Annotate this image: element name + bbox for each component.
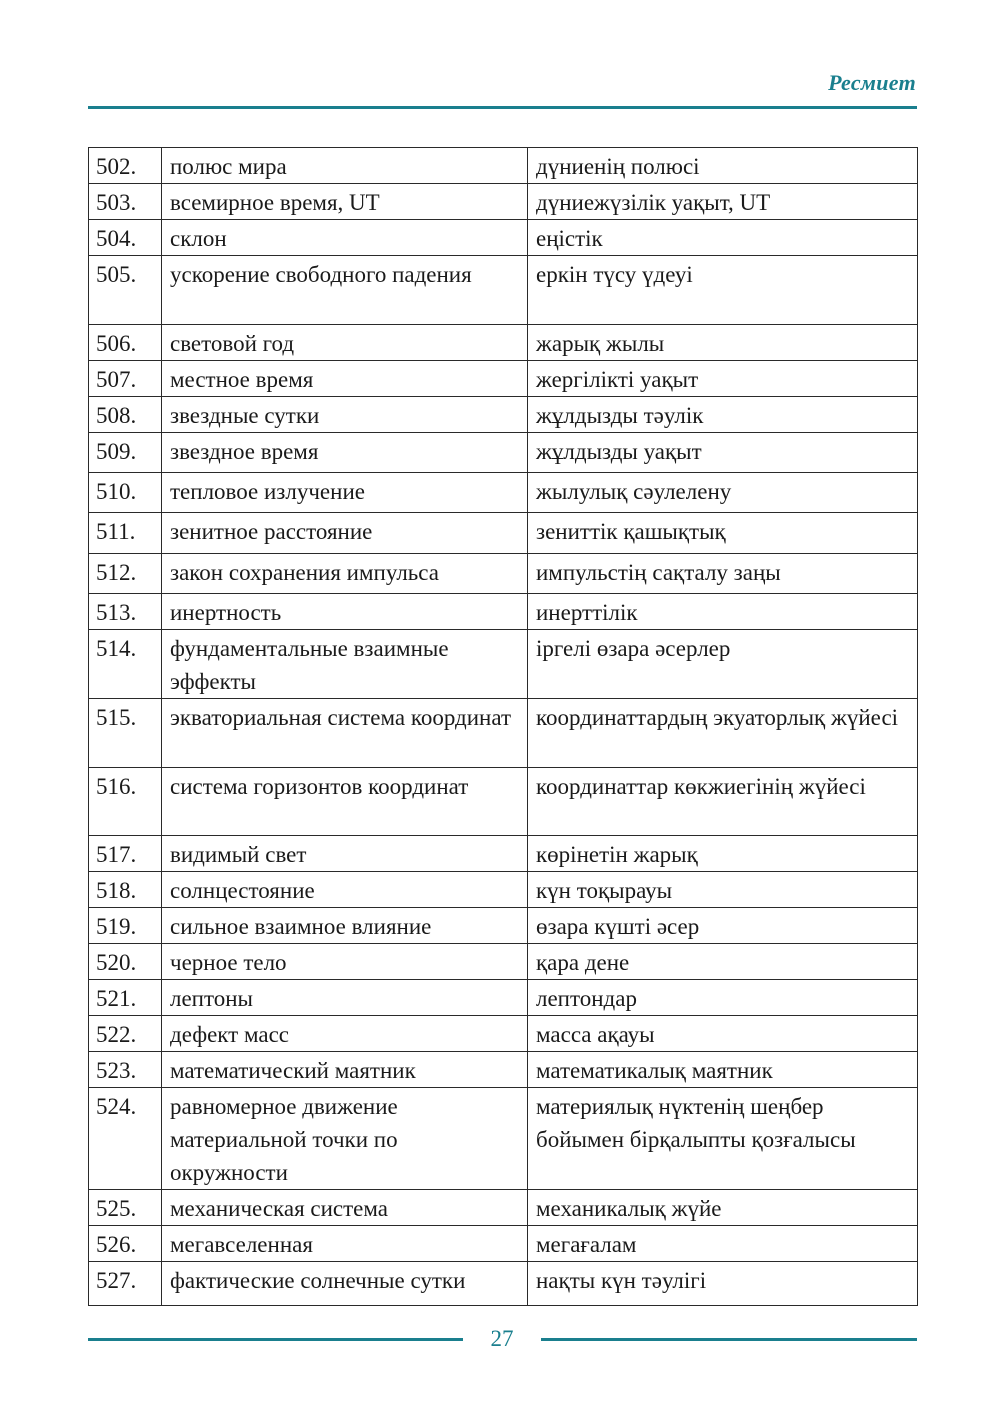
- table-row: [89, 980, 918, 1016]
- entry-number: 522.: [89, 1016, 162, 1052]
- term-russian: ускорение свободного падения: [162, 256, 528, 325]
- term-kazakh: дүниежүзілік уақыт, UT: [528, 184, 918, 220]
- table-row: [89, 184, 918, 220]
- entry-number: 521.: [89, 980, 162, 1016]
- term-russian: полюс мира: [162, 148, 528, 184]
- entry-number: 513.: [89, 594, 162, 630]
- entry-number: 507.: [89, 361, 162, 397]
- term-russian: видимый свет: [162, 836, 528, 872]
- entry-number: 516.: [89, 768, 162, 836]
- entry-number: 517.: [89, 836, 162, 872]
- footer-divider-right: [541, 1338, 917, 1341]
- entry-number: 520.: [89, 944, 162, 980]
- entry-number: 504.: [89, 220, 162, 256]
- entry-number: 509.: [89, 433, 162, 473]
- term-russian: сильное взаимное влияние: [162, 908, 528, 944]
- term-russian: мегавселенная: [162, 1226, 528, 1262]
- table-row: [89, 1262, 918, 1306]
- table-row: [89, 872, 918, 908]
- table-row: [89, 908, 918, 944]
- entry-number: 511.: [89, 513, 162, 554]
- table-row: [89, 220, 918, 256]
- page-number: 27: [490, 1326, 514, 1351]
- table-row: [89, 1016, 918, 1052]
- term-russian: световой год: [162, 325, 528, 361]
- table-row: [89, 1226, 918, 1262]
- term-russian: всемирное время, UT: [162, 184, 528, 220]
- entry-number: 518.: [89, 872, 162, 908]
- table-row: [89, 148, 918, 184]
- term-kazakh: механикалық жүйе: [528, 1190, 918, 1226]
- term-kazakh: көрінетін жарық: [528, 836, 918, 872]
- term-kazakh: жылулық сәулелену: [528, 473, 918, 513]
- term-kazakh: күн тоқырауы: [528, 872, 918, 908]
- term-russian: дефект масс: [162, 1016, 528, 1052]
- term-russian: звездное время: [162, 433, 528, 473]
- term-russian: тепловое излучение: [162, 473, 528, 513]
- term-kazakh: өзара күшті әсер: [528, 908, 918, 944]
- table-row: [89, 1088, 918, 1190]
- table-row: [89, 325, 918, 361]
- term-kazakh: жұлдызды тәулік: [528, 397, 918, 433]
- term-kazakh: жергілікті уақыт: [528, 361, 918, 397]
- entry-number: 503.: [89, 184, 162, 220]
- entry-number: 510.: [89, 473, 162, 513]
- term-kazakh: инерттілік: [528, 594, 918, 630]
- table-row: [89, 594, 918, 630]
- term-russian: математический маятник: [162, 1052, 528, 1088]
- term-kazakh: еңістік: [528, 220, 918, 256]
- table-row: [89, 836, 918, 872]
- table-row: [89, 361, 918, 397]
- table-row: [89, 1052, 918, 1088]
- term-kazakh: нақты күн тәулігі: [528, 1262, 918, 1306]
- term-kazakh: дүниенің полюсі: [528, 148, 918, 184]
- table-row: [89, 554, 918, 594]
- term-kazakh: еркін түсу үдеуі: [528, 256, 918, 325]
- table-row: [89, 513, 918, 554]
- entry-number: 527.: [89, 1262, 162, 1306]
- table-row: [89, 397, 918, 433]
- table-row: [89, 256, 918, 325]
- table-row: [89, 944, 918, 980]
- term-kazakh: материялық нүктенің шеңбер бойымен бірқалыпты қозғалысы: [528, 1088, 918, 1190]
- term-kazakh: масса ақауы: [528, 1016, 918, 1052]
- entry-number: 526.: [89, 1226, 162, 1262]
- entry-number: 506.: [89, 325, 162, 361]
- term-kazakh: импульстің сақталу заңы: [528, 554, 918, 594]
- term-russian: лептоны: [162, 980, 528, 1016]
- term-russian: звездные сутки: [162, 397, 528, 433]
- entry-number: 512.: [89, 554, 162, 594]
- term-kazakh: лептондар: [528, 980, 918, 1016]
- entry-number: 505.: [89, 256, 162, 325]
- entry-number: 524.: [89, 1088, 162, 1190]
- glossary-table: [88, 147, 918, 1306]
- term-kazakh: мегағалам: [528, 1226, 918, 1262]
- term-russian: равномерное движение материальной точки по окружности: [162, 1088, 528, 1190]
- term-russian: черное тело: [162, 944, 528, 980]
- term-russian: экваториальная система координат: [162, 699, 528, 768]
- entry-number: 514.: [89, 630, 162, 699]
- term-kazakh: координаттар көкжиегінің жүйесі: [528, 768, 918, 836]
- table-row: [89, 630, 918, 699]
- table-row: [89, 768, 918, 836]
- footer-divider-left: [88, 1338, 463, 1341]
- term-russian: местное время: [162, 361, 528, 397]
- term-russian: фактические солнечные сутки: [162, 1262, 528, 1306]
- entry-number: 502.: [89, 148, 162, 184]
- term-kazakh: қара дене: [528, 944, 918, 980]
- header-divider: [88, 106, 917, 109]
- table-row: [89, 473, 918, 513]
- term-russian: закон сохранения импульса: [162, 554, 528, 594]
- term-kazakh: координаттардың экуаторлық жүйесі: [528, 699, 918, 768]
- term-kazakh: жарық жылы: [528, 325, 918, 361]
- table-row: [89, 433, 918, 473]
- term-russian: механическая система: [162, 1190, 528, 1226]
- entry-number: 519.: [89, 908, 162, 944]
- table-row: [89, 1190, 918, 1226]
- header-title: Ресмиет: [828, 70, 916, 95]
- entry-number: 515.: [89, 699, 162, 768]
- term-russian: инертность: [162, 594, 528, 630]
- entry-number: 525.: [89, 1190, 162, 1226]
- term-kazakh: іргелі өзара әсерлер: [528, 630, 918, 699]
- term-russian: зенитное расстояние: [162, 513, 528, 554]
- term-kazakh: зениттік қашықтық: [528, 513, 918, 554]
- term-russian: склон: [162, 220, 528, 256]
- term-russian: система горизонтов координат: [162, 768, 528, 836]
- term-russian: солнцестояние: [162, 872, 528, 908]
- term-kazakh: жұлдызды уақыт: [528, 433, 918, 473]
- entry-number: 508.: [89, 397, 162, 433]
- term-russian: фундаментальные взаимные эффекты: [162, 630, 528, 699]
- term-kazakh: математикалық маятник: [528, 1052, 918, 1088]
- table-row: [89, 699, 918, 768]
- entry-number: 523.: [89, 1052, 162, 1088]
